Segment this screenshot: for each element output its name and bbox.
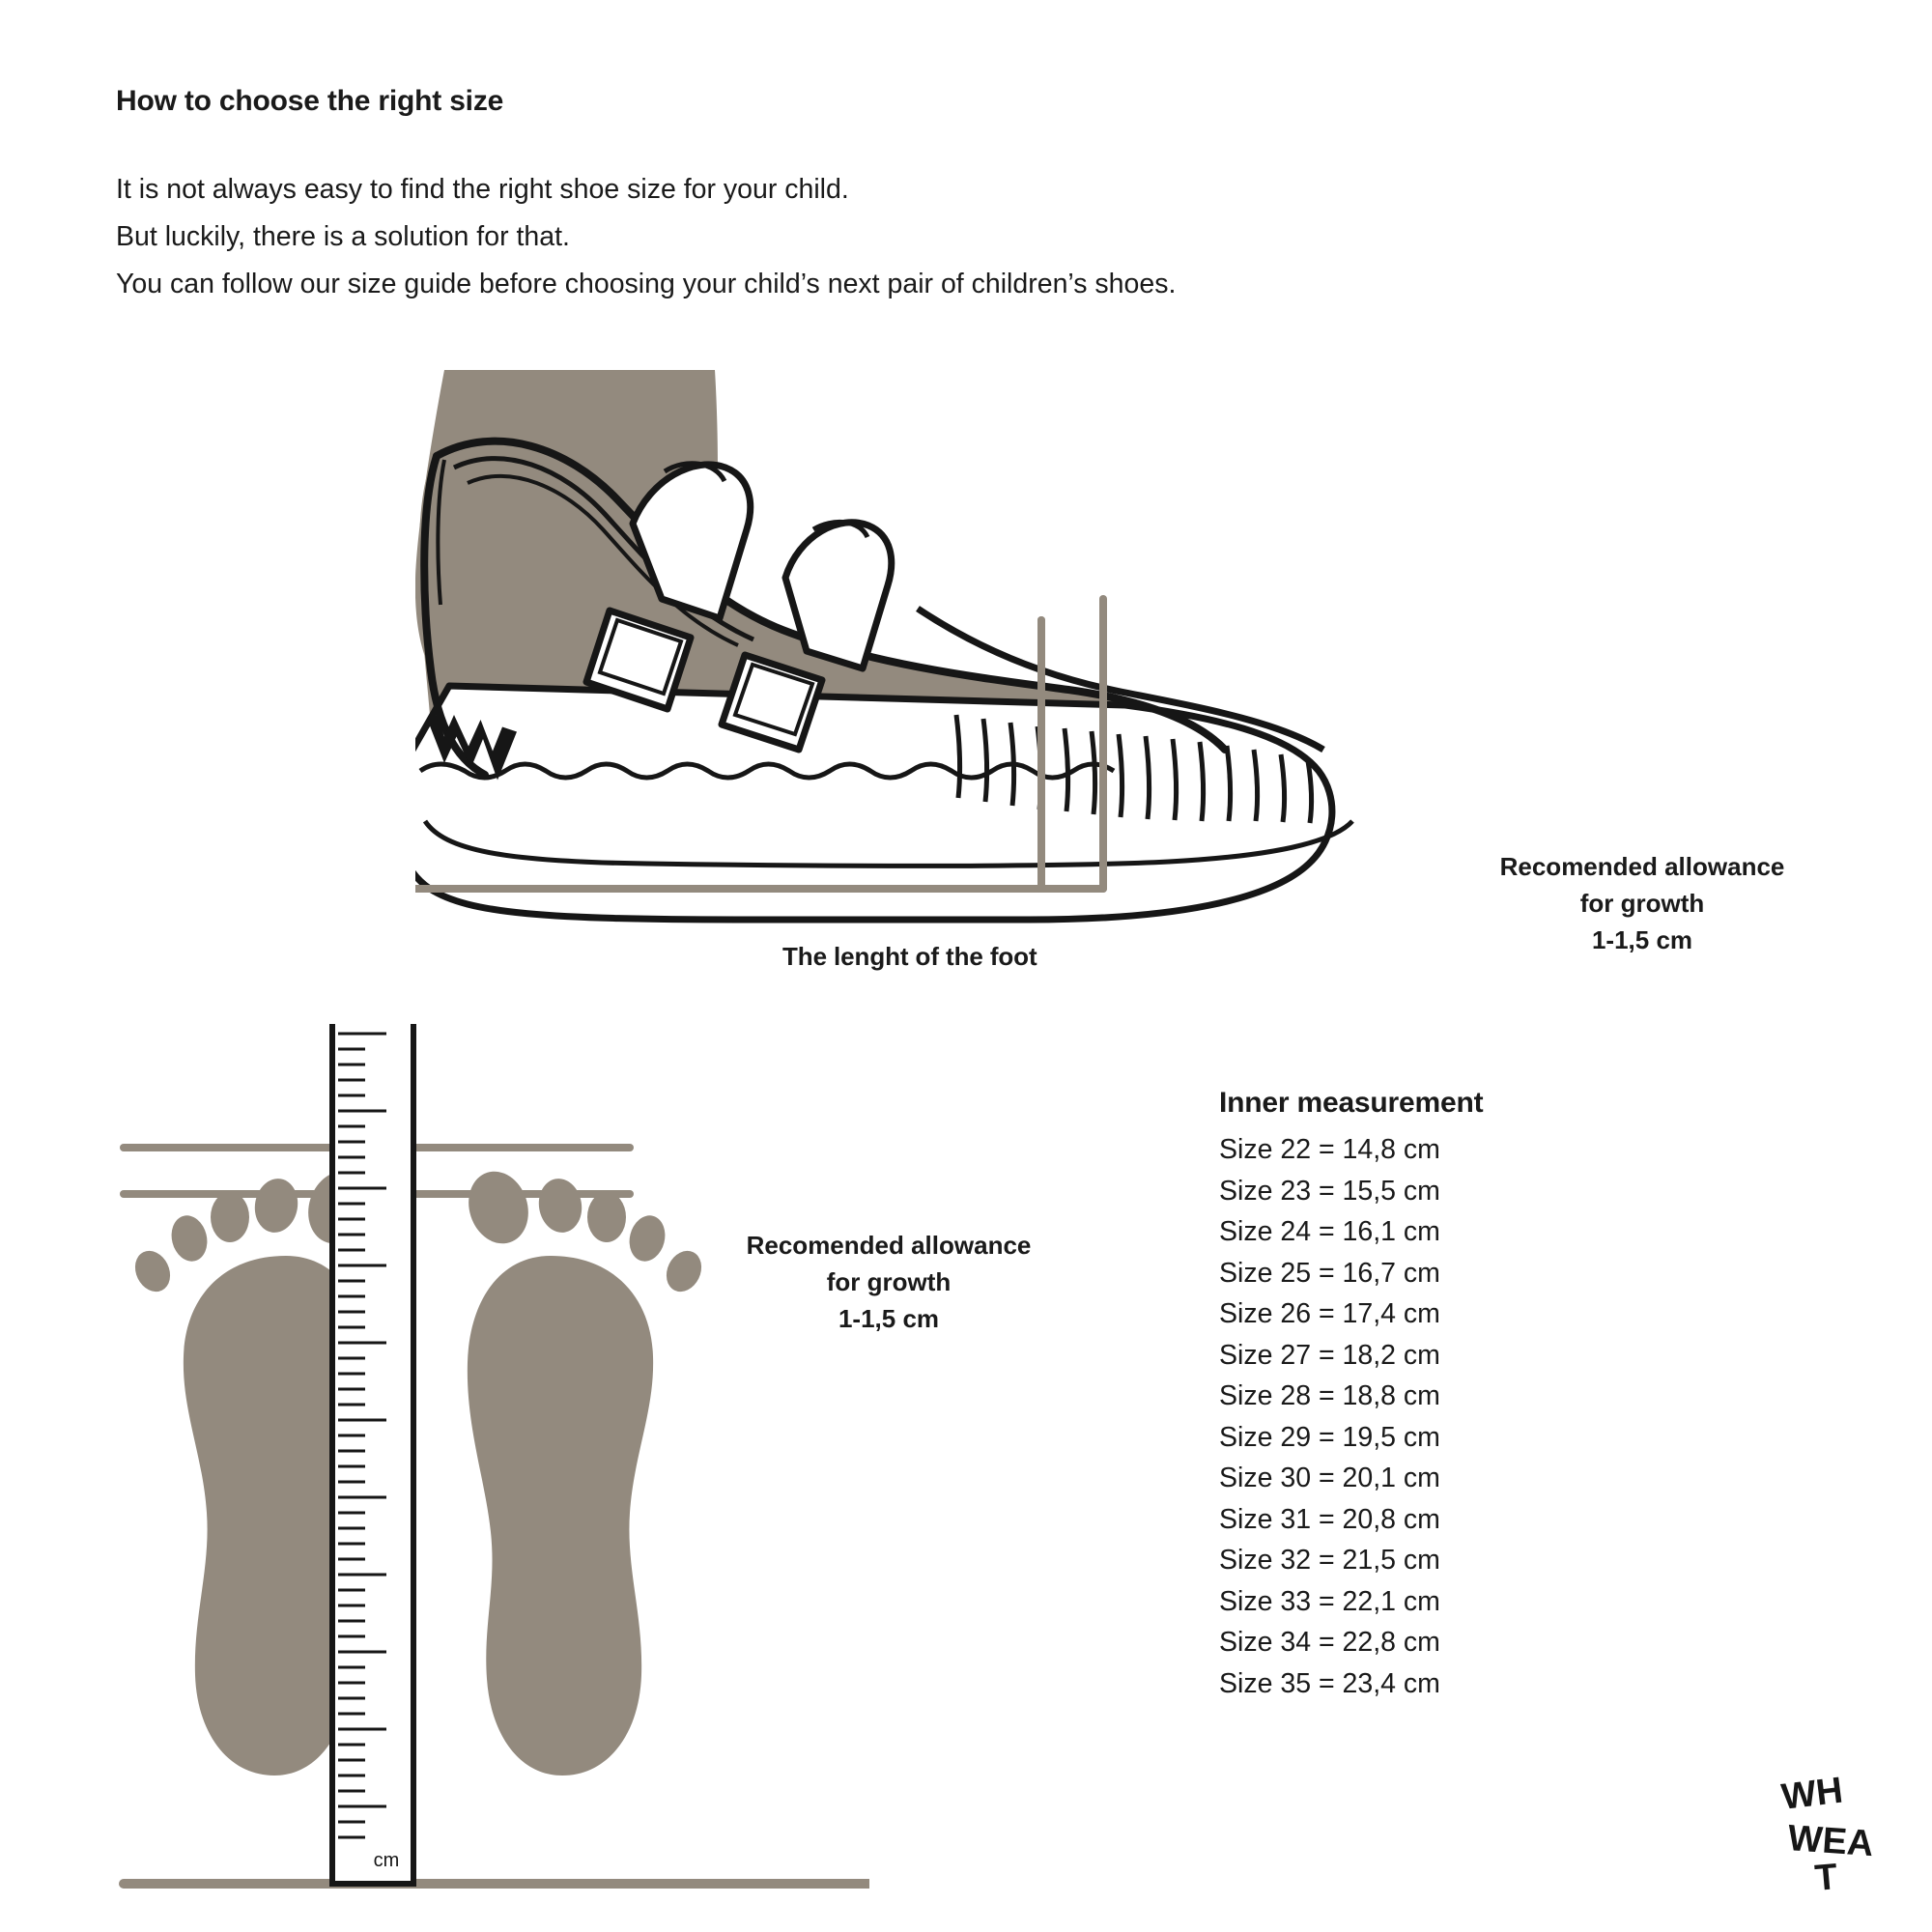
logo-line-1: WH <box>1778 1773 1845 1818</box>
allowance-label-shoe-line1: Recomended allowance <box>1499 852 1785 881</box>
intro-line-1: It is not always easy to find the right shoe size for your child. <box>116 174 849 205</box>
list-item: Size 28 = 18,8 cm <box>1219 1380 1440 1411</box>
allowance-label-feet-line2: for growth <box>826 1267 952 1296</box>
wheat-logo-icon <box>1777 1773 1893 1898</box>
list-item: Size 35 = 23,4 cm <box>1219 1667 1440 1699</box>
list-item: Size 32 = 21,5 cm <box>1219 1545 1440 1576</box>
wheat-logo <box>1777 1773 1893 1898</box>
list-item: Size 26 = 17,4 cm <box>1219 1298 1440 1329</box>
feet-ruler-illustration <box>97 1024 869 1913</box>
intro-line-3: You can follow our size guide before choosing your child’s next pair of children’s shoes. <box>116 269 1177 299</box>
ruler-unit-label: cm <box>373 1850 400 1871</box>
shoe-illustration <box>415 367 1507 1005</box>
list-item: Size 30 = 20,1 cm <box>1219 1463 1440 1493</box>
list-item: Size 22 = 14,8 cm <box>1219 1134 1440 1165</box>
shoe-drawing <box>415 367 1507 1005</box>
right-footprint <box>460 1164 708 1776</box>
shoe-sole <box>415 686 1332 920</box>
inner-measurement-table <box>1219 1087 1799 1704</box>
list-item: Size 23 = 15,5 cm <box>1219 1175 1440 1207</box>
logo-line-3: T <box>1813 1857 1839 1898</box>
ruler-body <box>332 1024 413 1884</box>
logo-line-2: WEA <box>1786 1818 1875 1865</box>
list-item: Size 25 = 16,7 cm <box>1219 1257 1440 1289</box>
ruler <box>332 1024 413 1884</box>
list-item: Size 33 = 22,1 cm <box>1219 1585 1440 1617</box>
intro-line-2: But luckily, there is a solution for that. <box>116 221 570 252</box>
page-title: How to choose the right size <box>116 85 504 117</box>
inner-measurement-title: Inner measurement <box>1219 1087 1484 1119</box>
right-big-toe <box>460 1164 538 1252</box>
intro-paragraph <box>116 166 1176 308</box>
list-item: Size 34 = 22,8 cm <box>1219 1627 1440 1658</box>
allowance-label-shoe <box>1439 848 1845 958</box>
allowance-label-feet-line1: Recomended allowance <box>746 1231 1032 1260</box>
list-item: Size 29 = 19,5 cm <box>1219 1421 1440 1453</box>
foot-length-label: The lenght of the foot <box>782 942 1037 971</box>
list-item: Size 24 = 16,1 cm <box>1219 1216 1440 1247</box>
list-item: Size 31 = 20,8 cm <box>1219 1503 1440 1535</box>
list-item: Size 27 = 18,2 cm <box>1219 1339 1440 1371</box>
feet-drawing <box>97 1024 869 1913</box>
allowance-label-shoe-line3: 1-1,5 cm <box>1591 925 1693 954</box>
allowance-label-shoe-line2: for growth <box>1579 889 1705 918</box>
allowance-label-feet-line3: 1-1,5 cm <box>838 1304 940 1333</box>
allowance-label-feet <box>676 1227 1101 1337</box>
